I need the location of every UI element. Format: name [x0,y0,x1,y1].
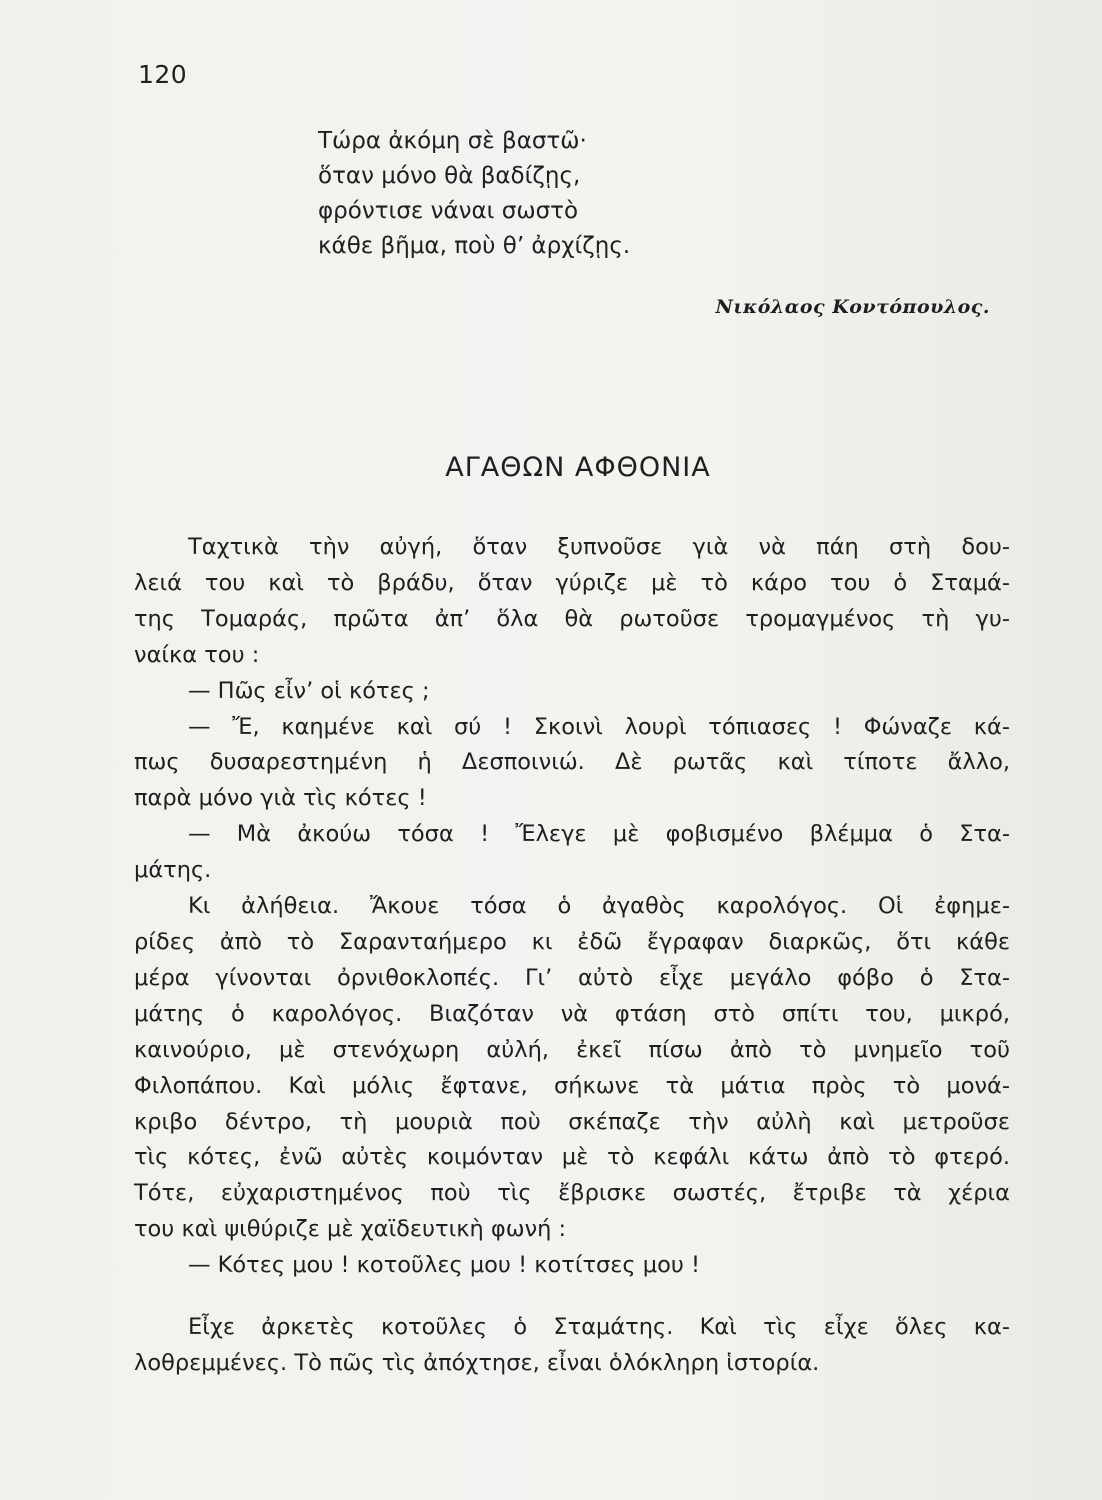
text-line: μάτης ὁ καρολόγος. Βιαζόταν νὰ φτάση στὸ σπίτι του, μικρό, [134,1000,1010,1027]
text-line: καινούριο, μὲ στενόχωρη αὐλή, ἐκεῖ πίσω ἀπὸ τὸ μνημεῖο τοῦ [134,1036,1010,1063]
text-line: Κι ἀλήθεια. Ἄκουε τόσα ὁ ἀγαθὸς καρολόγος. Οἱ ἐφημε- [188,893,1010,920]
text-line: του καὶ ψιθύριζε μὲ χαϊδευτικὴ φωνή : [134,1216,567,1243]
text-line: τὶς κότες, ἐνῶ αὐτὲς κοιμόνταν μὲ τὸ κεφάλι κάτω ἀπὸ τὸ φτερό. [134,1144,1010,1171]
poem-line: Τώρα ἀκόμη σὲ βαστῶ· [318,128,587,154]
story-text [134,530,1010,1382]
dialogue-line: — Μὰ ἀκούω τόσα ! Ἔλεγε μὲ φοβισμένο βλέμμα ὁ Στα- [188,821,1010,848]
dialogue-line: — Πῶς εἶν’ οἱ κότες ; [188,677,430,704]
page-number: 120 [138,60,188,89]
dialogue-line: — Κότες μου ! κοτοῦλες μου ! κοτίτσες μου ! [188,1252,701,1279]
poem-line: κάθε βῆμα, ποὺ θ’ ἀρχίζῃς. [318,233,631,259]
text-line: μάτης. [134,857,212,884]
poem-line: ὅταν μόνο θὰ βαδίζῃς, [318,163,581,189]
text-line: Ταχτικὰ τὴν αὐγή, ὅταν ξυπνοῦσε γιὰ νὰ πάη στὴ δου- [188,534,1010,560]
text-line: ναίκα του : [134,641,260,668]
dialogue-line: — Ἔ, καημένε καὶ σύ ! Σκοινὶ λουρὶ τόπιασες ! Φώναζε κά- [188,713,1010,740]
text-line: μέρα γίνονται ὀρνιθοκλοπές. Γι’ αὐτὸ εἶχε μεγάλο φόβο ὁ Στα- [134,964,1010,991]
text-line: Φιλοπάπου. Καὶ μόλις ἔφτανε, σήκωνε τὰ μάτια πρὸς τὸ μονά- [134,1072,1010,1099]
text-line: λειά του καὶ τὸ βράδυ, ὅταν γύριζε μὲ τὸ κάρο του ὁ Σταμά- [134,569,1010,596]
text-line: Εἶχε ἀρκετὲς κοτοῦλες ὁ Σταμάτης. Καὶ τὶς εἶχε ὅλες κα- [188,1314,1010,1341]
poem-stanza [318,124,630,264]
poem-author: Νικόλαος Κοντόπουλος. [715,296,990,318]
text-line: Τότε, εὐχαριστημένος ποὺ τὶς ἔβρισκε σωστές, ἔτριβε τὰ χέρια [134,1180,1010,1207]
text-line: της Τομαράς, πρῶτα ἀπ’ ὅλα θὰ ρωτοῦσε τρομαγμένος τὴ γυ- [134,605,1010,632]
text-line: πως δυσαρεστημένη ἡ Δεσποινιώ. Δὲ ρωτᾶς καὶ τίποτε ἄλλο, [134,749,1010,776]
text-line: ρίδες ἀπὸ τὸ Σαρανταήμερο κι ἐδῶ ἔγραφαν διαρκῶς, ὅτι κάθε [134,928,1010,955]
story-title: ΑΓΑΘΩΝ ΑΦΘΟΝΙΑ [445,452,711,483]
text-line: κριβο δέντρο, τὴ μουριὰ ποὺ σκέπαζε τὴν αὐλὴ καὶ μετροῦσε [134,1108,1010,1135]
text-line: λοθρεμμένες. Τὸ πῶς τὶς ἀπόχτησε, εἶναι ὁλόκληρη ἱστορία. [134,1349,820,1376]
paragraph-gap [134,1284,1010,1310]
poem-line: φρόντισε νάναι σωστὸ [318,198,579,224]
text-line: παρὰ μόνο γιὰ τὶς κότες ! [134,785,427,812]
